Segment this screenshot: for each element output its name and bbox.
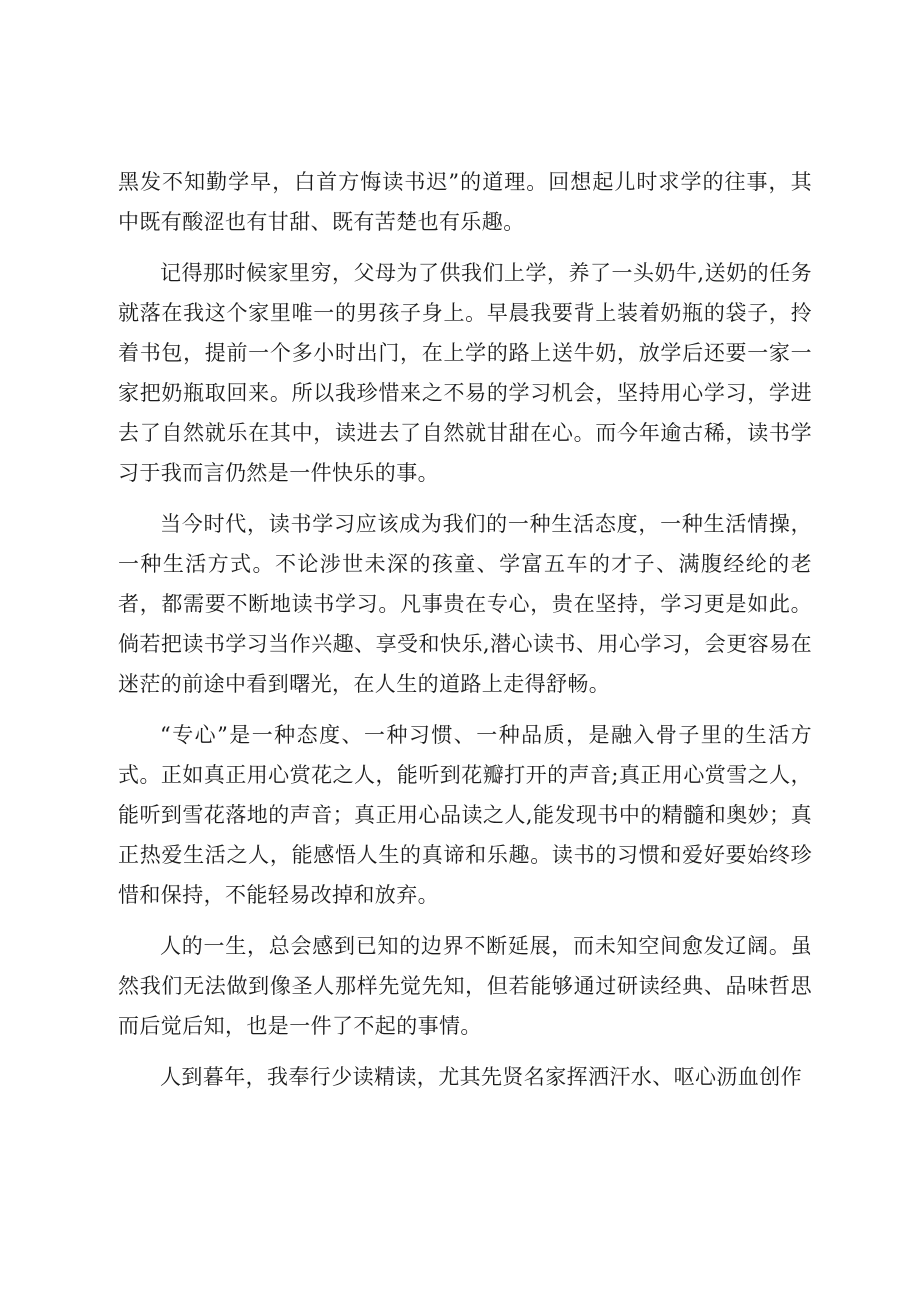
paragraph-1: 黑发不知勤学早，白首方悔读书迟”的道理。回想起儿时求学的往事，其中既有酸涩也有甘甜、既有苦楚也有乐趣。 bbox=[118, 170, 812, 234]
paragraph-2: 记得那时候家里穷，父母为了供我们上学，养了一头奶牛,送奶的任务就落在我这个家里唯一的男孩子身上。早晨我要背上装着奶瓶的袋子，拎着书包，提前一个多小时出门，在上学的路上送牛奶，放学后还要一家一家把奶瓶取回来。所以我珍惜来之不易的学习机会，坚持用心学习，学进去了自然就乐在其中，读进去了自然就甘甜在心。而今年逾古稀，读书学习于我而言仍然是一件快乐的事。 bbox=[118, 261, 812, 485]
paragraph-5: 人的一生，总会感到已知的边界不断延展，而未知空间愈发辽阔。虽然我们无法做到像圣人那样先觉先知，但若能够通过研读经典、品味哲思而后觉后知，也是一件了不起的事情。 bbox=[118, 934, 812, 1038]
document-body bbox=[118, 162, 812, 1097]
paragraph-4: “专心”是一种态度、一种习惯、一种品质，是融入骨子里的生活方式。正如真正用心赏花之人，能听到花瓣打开的声音;真正用心赏雪之人，能听到雪花落地的声音；真正用心品读之人,能发现书中的精髓和奥妙；真正热爱生活之人，能感悟人生的真谛和乐趣。读书的习惯和爱好要始终珍惜和保持，不能轻易改掉和放弃。 bbox=[118, 723, 812, 907]
paragraph-6: 人到暮年，我奉行少读精读，尤其先贤名家挥洒汗水、呕心沥血创作 bbox=[160, 1065, 802, 1089]
paragraph-3: 当今时代，读书学习应该成为我们的一种生活态度，一种生活情操，一种生活方式。不论涉世未深的孩童、学富五车的才子、满腹经纶的老者，都需要不断地读书学习。凡事贵在专心，贵在坚持，学习更是如此。倘若把读书学习当作兴趣、享受和快乐,潜心读书、用心学习，会更容易在迷茫的前途中看到曙光，在人生的道路上走得舒畅。 bbox=[118, 512, 812, 696]
